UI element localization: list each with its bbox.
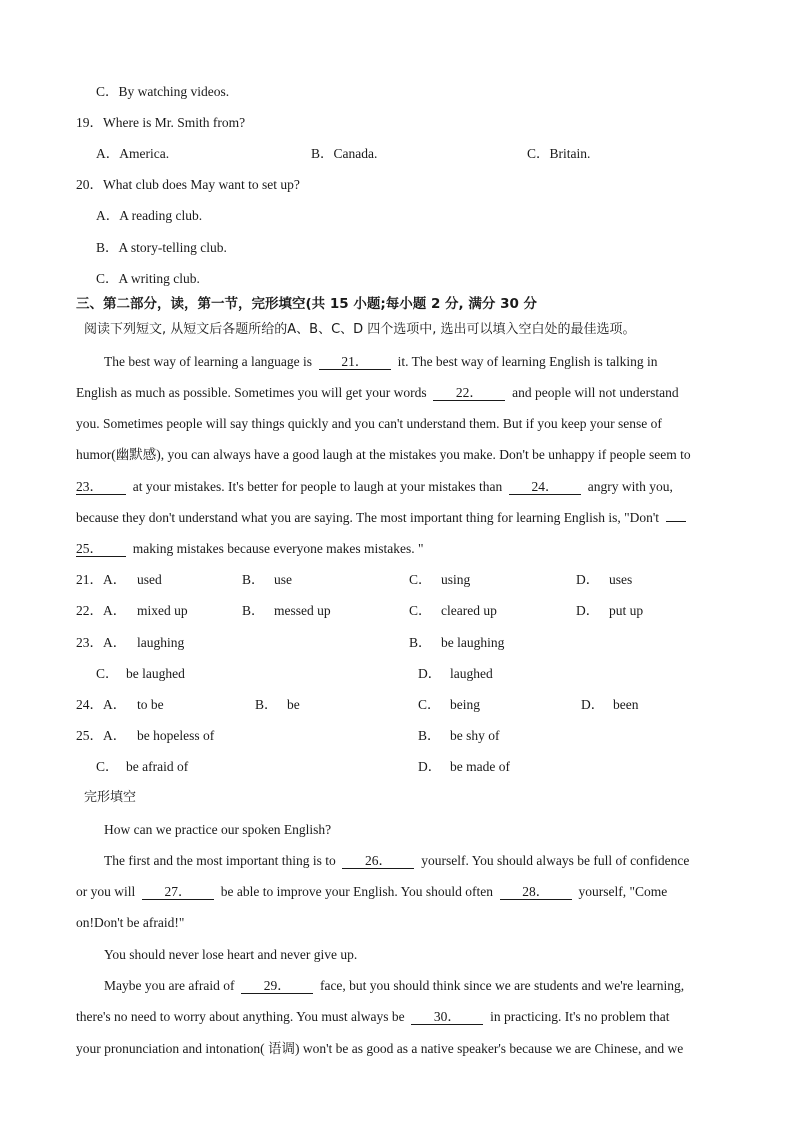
q25-option-d[interactable]: be made of	[450, 759, 510, 774]
passage1-line-1: The best way of learning a language is 21． it. The best way of learning English is talking in	[104, 354, 658, 369]
q21-option-a[interactable]: used	[137, 572, 162, 587]
q24-option-c[interactable]: being	[450, 697, 480, 712]
passage2-line-8: your pronunciation and intonation( 语调) won't be as good as a native speaker's because we are Chinese, and we	[76, 1041, 684, 1056]
blank-21[interactable]: 21．	[319, 354, 391, 370]
q24-option-a[interactable]: to be	[137, 697, 164, 712]
passage1-line-4: humor(幽默感), you can always have a good laugh at the mistakes you make. Don't be unhappy if people seem to	[76, 447, 691, 462]
passage2-line-5: You should never lose heart and never give up.	[104, 947, 358, 962]
q23-option-c[interactable]: be laughed	[126, 666, 185, 681]
passage2-line-1: How can we practice our spoken English?	[104, 822, 332, 837]
blank-25[interactable]: 25．	[76, 541, 126, 557]
q19-option-a: A．America.	[96, 146, 170, 161]
passage1-line-5: 23． at your mistakes. It's better for people to laugh at your mistakes than 24． angry with you,	[76, 479, 673, 494]
blank-23[interactable]: 23．	[76, 479, 126, 495]
passage2-line-7: there's no need to worry about anything. You must always be 30． in practicing. It's no problem that	[76, 1009, 670, 1024]
q22-option-b[interactable]: messed up	[274, 603, 331, 618]
passage2-line-6: Maybe you are afraid of 29． face, but you should think since we are students and we're learning,	[104, 978, 685, 993]
blank-27[interactable]: 27．	[142, 884, 214, 900]
blank-29[interactable]: 29．	[241, 978, 313, 994]
q23-option-b[interactable]: be laughing	[441, 635, 505, 650]
passage2-line-2: The first and the most important thing is to 26． yourself. You should always be full of confidence	[104, 853, 690, 868]
q23-option-d[interactable]: laughed	[450, 666, 493, 681]
q21-option-c[interactable]: using	[441, 572, 471, 587]
q24-option-b[interactable]: be	[287, 697, 300, 712]
blank-26[interactable]: 26．	[342, 853, 414, 869]
q22-option-d[interactable]: put up	[609, 603, 644, 618]
q25-option-c[interactable]: be afraid of	[126, 759, 189, 774]
q23-option-a[interactable]: laughing	[137, 635, 185, 650]
passage1-line-7: 25． making mistakes because everyone makes mistakes. "	[76, 541, 424, 556]
q25-option-a[interactable]: be hopeless of	[137, 728, 215, 743]
q19-option-b: B．Canada.	[311, 146, 378, 161]
section-heading: 三、第二部分，读，第一节，完形填空(共 15 小题;每小题 2 分, 满分 30 分	[76, 296, 538, 312]
q21-option-d[interactable]: uses	[609, 572, 633, 587]
q20-option-c: C．A writing club.	[96, 271, 200, 286]
passage2-title: 完形填空	[84, 790, 137, 805]
q18-option-c: C．By watching videos.	[96, 84, 230, 99]
q20-option-a: A．A reading club.	[96, 208, 203, 223]
q24-option-d[interactable]: been	[613, 697, 639, 712]
q20-question: 20．What club does May want to set up?	[76, 177, 300, 192]
q25-option-b[interactable]: be shy of	[450, 728, 500, 743]
q19-option-c: C．Britain.	[527, 146, 591, 161]
passage1-line-2: English as much as possible. Sometimes you will get your words 22． and people will not understand	[76, 385, 679, 400]
passage2-line-3: or you will 27． be able to improve your English. You should often 28． yourself, "Come	[76, 884, 668, 899]
passage2-line-4: on!Don't be afraid!"	[76, 915, 185, 930]
passage1-line-3: you. Sometimes people will say things quickly and you can't understand them. But if you keep your sense of	[76, 416, 662, 431]
blank-24[interactable]: 24．	[509, 479, 581, 495]
q21-option-b[interactable]: use	[274, 572, 292, 587]
passage1-line-6: because they don't understand what you are saying. The most important thing for learning English is, "Don't	[76, 509, 686, 527]
blank-28[interactable]: 28．	[500, 884, 572, 900]
q22-option-c[interactable]: cleared up	[441, 603, 497, 618]
section-instruction: 阅读下列短文, 从短文后各题所给的A、B、C、D 四个选项中, 选出可以填入空白处的最佳选项。	[84, 322, 636, 337]
q19-question: 19．Where is Mr. Smith from?	[76, 115, 246, 130]
blank-30[interactable]: 30．	[411, 1009, 483, 1025]
q22-option-a[interactable]: mixed up	[137, 603, 188, 618]
blank-25-start	[666, 521, 686, 522]
blank-22[interactable]: 22．	[433, 385, 505, 401]
q20-option-b: B．A story-telling club.	[96, 240, 227, 255]
